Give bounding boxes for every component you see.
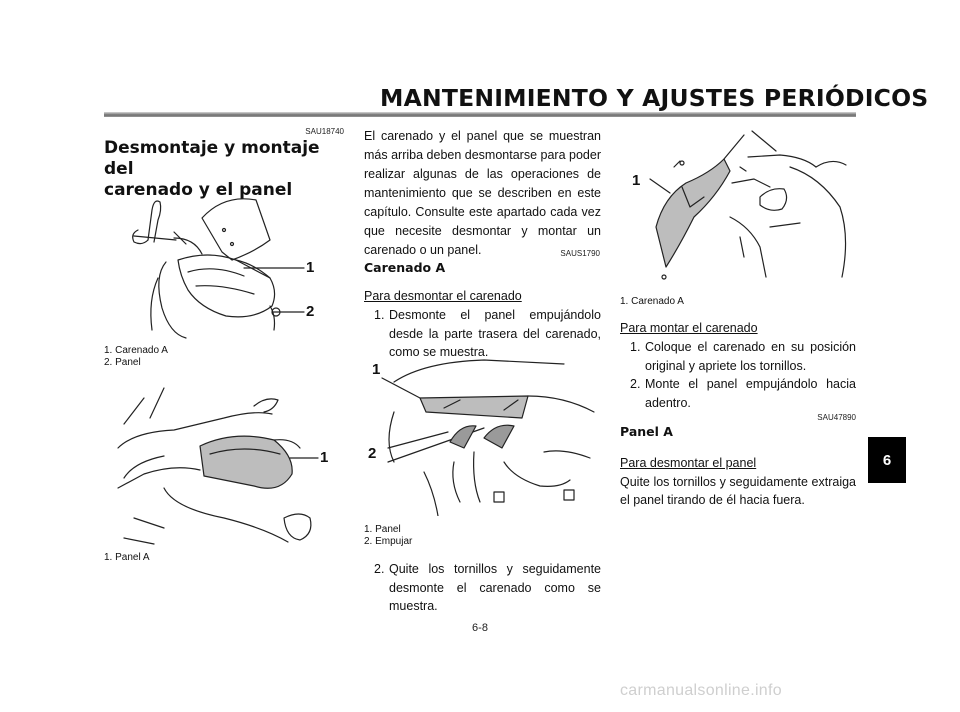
figure-caption: [364, 524, 564, 547]
panel-removal-paragraph: Quite los tornillos y seguidamente extraiga el panel tirando de él hacia fuera.: [620, 475, 856, 507]
caption-line: 1. Carenado A: [620, 296, 684, 307]
figure-label: 2: [368, 445, 377, 462]
section-title-line2: carenado y el panel: [104, 180, 293, 200]
chapter-tab[interactable]: 6: [868, 437, 906, 483]
heading-panel-a: Panel A: [620, 424, 673, 439]
heading-carenado-a: Carenado A: [364, 260, 446, 275]
subheading-remove-panel: Para desmontar el panel: [620, 456, 757, 470]
figure-remove-cowling: [620, 127, 856, 287]
caption-line: 2. Panel: [104, 356, 141, 368]
push-panel-illustration: [364, 352, 600, 516]
watermark: carmanualsonline.info: [620, 682, 782, 699]
figure-caption: [104, 345, 304, 368]
caption-line: 1. Carenado A: [104, 345, 168, 356]
step-text: Desmonte el panel empujándolo desde la parte trasera del carenado, como se muestra.: [389, 308, 601, 359]
step-text: Monte el panel empujándolo hacia adentro.: [645, 377, 856, 410]
caption-line: 1. Panel: [364, 524, 401, 535]
figure-label: 2: [306, 303, 315, 320]
step-number: 2.: [630, 377, 641, 391]
figure-caption: [104, 552, 304, 564]
figure-caption: [620, 296, 820, 308]
figure-label: 1: [320, 449, 329, 466]
subheading-install-cowling: Para montar el carenado: [620, 321, 758, 335]
cowling-illustration: [104, 180, 329, 340]
section-title-line1: Desmontaje y montaje del: [104, 138, 320, 179]
step: [630, 375, 856, 412]
section-code: SAUS1790: [560, 249, 600, 258]
figure-label: 1: [306, 259, 315, 276]
caption-line: 2. Empujar: [364, 535, 413, 547]
section-code: SAU18740: [305, 127, 344, 136]
figure-label: 1: [632, 172, 641, 189]
step-number: 1.: [630, 340, 641, 354]
header-rule: [104, 112, 856, 117]
step-number: 1.: [374, 308, 385, 322]
page-number: 6-8: [472, 622, 488, 634]
caption-line: 1. Panel A: [104, 552, 150, 563]
step-text: Coloque el carenado en su posición original y apriete los tornillos.: [645, 340, 856, 373]
remove-cowling-illustration: [620, 127, 856, 287]
figure-panel-a: [104, 378, 334, 548]
section-code: SAU47890: [817, 413, 856, 422]
figure-cowling-panel: [104, 180, 329, 340]
figure-push-panel: [364, 352, 600, 516]
step-number: 2.: [374, 562, 385, 576]
step: [374, 560, 601, 616]
page-header-title: MANTENIMIENTO Y AJUSTES PERIÓDICOS: [380, 84, 929, 112]
step: [630, 338, 856, 375]
intro-paragraph: El carenado y el panel que se muestran más arriba deben desmontarse para poder realizar algunas de las operaciones de mantenimiento que se describen en este capítulo. Consulte este apartado cada vez que necesite desmontar y montar un carenado o un panel.: [364, 129, 601, 257]
panel-a-illustration: [104, 378, 334, 548]
step-text: Quite los tornillos y seguidamente desmonte el carenado como se muestra.: [389, 562, 601, 613]
subheading-remove-cowling: Para desmontar el carenado: [364, 289, 522, 303]
figure-label: 1: [372, 361, 381, 378]
